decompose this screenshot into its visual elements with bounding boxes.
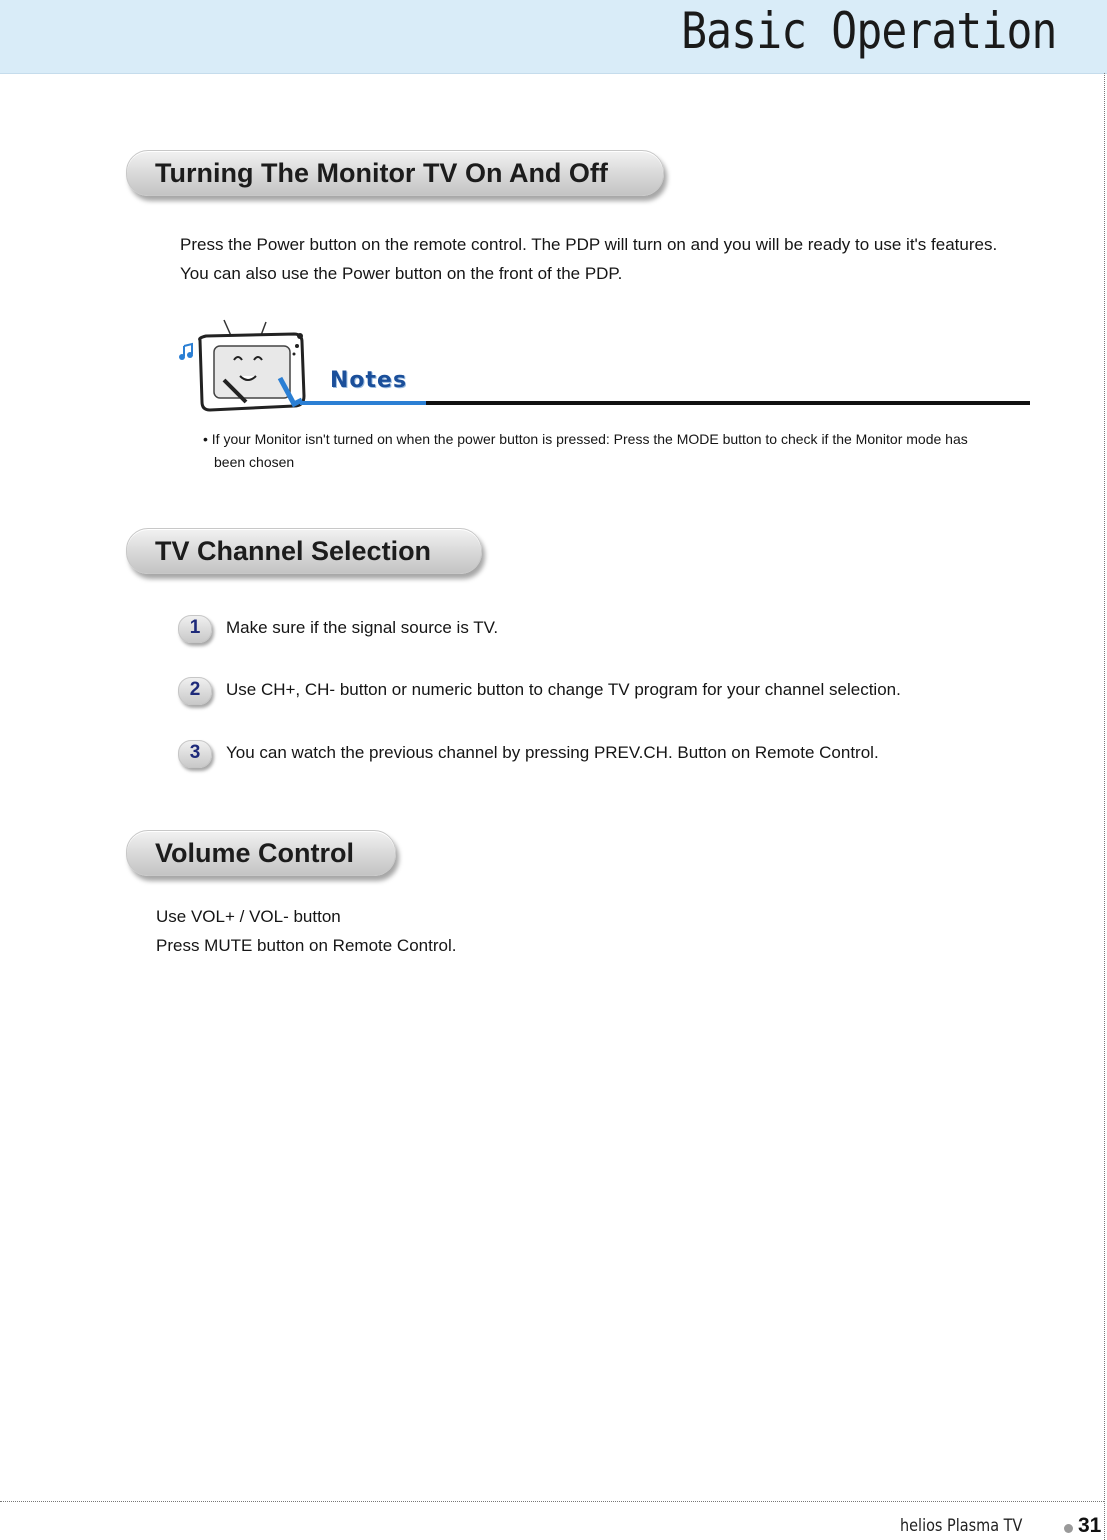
step-text-1: Make sure if the signal source is TV. bbox=[226, 618, 499, 637]
footer-bullet-icon bbox=[1064, 1524, 1073, 1533]
section-heading-power bbox=[126, 150, 664, 196]
section-heading-volume-label: Volume Control bbox=[155, 838, 354, 868]
note-text bbox=[203, 428, 1033, 474]
volume-instruction-2: Press MUTE button on Remote Control. bbox=[156, 936, 457, 955]
power-instruction-2: You can also use the Power button on the front of the PDP. bbox=[180, 264, 623, 283]
right-dotted-border bbox=[1104, 73, 1105, 1540]
note-line-2: been chosen bbox=[214, 454, 295, 470]
notes-mascot-icon bbox=[176, 318, 316, 414]
volume-instruction-1: Use VOL+ / VOL- button bbox=[156, 907, 341, 926]
section-heading-volume bbox=[126, 830, 396, 876]
power-instruction-1: Press the Power button on the remote control. The PDP will turn on and you will be ready to use it's features. bbox=[180, 235, 998, 254]
step-number: 1 bbox=[189, 617, 201, 638]
notes-label: Notes bbox=[330, 368, 408, 393]
notes-rule-accent bbox=[300, 401, 426, 405]
note-line-1: • If your Monitor isn't turned on when the power button is pressed: Press the MODE button to check if the Monitor mode has bbox=[203, 431, 968, 447]
bottom-dotted-border bbox=[0, 1501, 1104, 1502]
step-text-2: Use CH+, CH- button or numeric button to change TV program for your channel selection. bbox=[226, 680, 901, 699]
step-number: 2 bbox=[189, 679, 201, 700]
footer-brand: helios Plasma TV bbox=[900, 1516, 1023, 1536]
section-heading-channel bbox=[126, 528, 482, 574]
step-number: 3 bbox=[189, 742, 201, 763]
page-number: 31 bbox=[1078, 1514, 1102, 1537]
notes-rule bbox=[426, 401, 1030, 405]
step-badge-2 bbox=[178, 677, 212, 705]
step-badge-3 bbox=[178, 740, 212, 768]
section-heading-channel-label: TV Channel Selection bbox=[155, 536, 432, 566]
header-band bbox=[0, 0, 1107, 74]
page-title: Basic Operation bbox=[681, 2, 1057, 60]
section-heading-power-label: Turning The Monitor TV On And Off bbox=[155, 158, 608, 188]
step-text-3: You can watch the previous channel by pressing PREV.CH. Button on Remote Control. bbox=[226, 743, 879, 762]
step-badge-1 bbox=[178, 615, 212, 643]
